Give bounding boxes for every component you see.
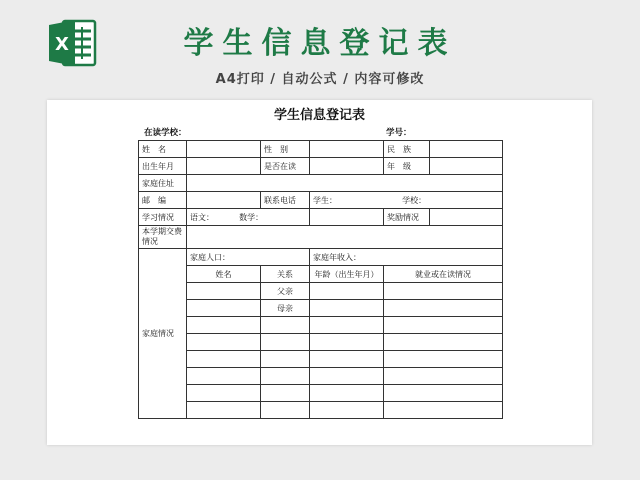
family-name-cell[interactable] [187, 385, 261, 402]
family-header-name: 姓名 [187, 266, 261, 283]
postcode-label: 邮 编 [139, 192, 187, 209]
family-row [139, 300, 503, 317]
family-relation-cell[interactable] [261, 334, 310, 351]
chinese-label: 语文： [190, 212, 214, 222]
grade-label: 年 级 [384, 158, 430, 175]
population-field[interactable] [187, 249, 310, 266]
family-header-row [139, 266, 503, 283]
phone-field[interactable] [310, 192, 503, 209]
table-row [139, 141, 503, 158]
table-row [139, 158, 503, 175]
birth-label: 出生年月 [139, 158, 187, 175]
family-age-cell[interactable] [310, 368, 384, 385]
family-row [139, 368, 503, 385]
table-row [139, 209, 503, 226]
term-spending-field[interactable] [187, 226, 503, 249]
gender-field[interactable] [310, 141, 384, 158]
form-sheet [47, 100, 592, 445]
family-age-cell[interactable] [310, 300, 384, 317]
family-header-relation: 关系 [261, 266, 310, 283]
family-relation-cell[interactable] [261, 402, 310, 419]
name-field[interactable] [187, 141, 261, 158]
name-label: 姓 名 [139, 141, 187, 158]
family-name-cell[interactable] [187, 334, 261, 351]
family-row [139, 351, 503, 368]
family-age-cell[interactable] [310, 385, 384, 402]
sheet-title: 学生信息登记表 [273, 108, 365, 123]
address-label: 家庭住址 [139, 175, 187, 192]
family-header-employment: 就业或在读情况 [384, 266, 503, 283]
family-name-cell[interactable] [187, 402, 261, 419]
student-phone-label: 学生： [313, 195, 337, 205]
grade-field[interactable] [430, 158, 503, 175]
school-phone-label: 学校： [402, 195, 427, 205]
family-row [139, 334, 503, 351]
family-relation-cell[interactable]: 父亲 [261, 283, 310, 300]
family-age-cell[interactable] [310, 283, 384, 300]
school-label: 在读学校： [144, 128, 187, 138]
ethnicity-field[interactable] [430, 141, 503, 158]
family-status-cell[interactable] [384, 368, 503, 385]
ethnicity-label: 民 族 [384, 141, 430, 158]
excel-logo-icon [47, 17, 97, 69]
family-relation-cell[interactable] [261, 351, 310, 368]
family-status-cell[interactable] [384, 351, 503, 368]
table-row [139, 249, 503, 266]
family-relation-cell[interactable] [261, 317, 310, 334]
banner-subtitle: A4打印 / 自动公式 / 内容可修改 [215, 72, 425, 87]
phone-label: 联系电话 [261, 192, 310, 209]
family-relation-cell[interactable] [261, 368, 310, 385]
family-age-cell[interactable] [310, 334, 384, 351]
table-row [139, 192, 503, 209]
family-age-cell[interactable] [310, 402, 384, 419]
population-label: 家庭人口： [190, 252, 230, 262]
study-extra-field[interactable] [310, 209, 384, 226]
family-name-cell[interactable] [187, 300, 261, 317]
family-relation-cell[interactable]: 母亲 [261, 300, 310, 317]
family-age-cell[interactable] [310, 351, 384, 368]
awards-field[interactable] [430, 209, 503, 226]
address-field[interactable] [187, 175, 503, 192]
registration-table [138, 140, 503, 419]
study-field[interactable] [187, 209, 310, 226]
banner-title: 学生信息登记表 [183, 26, 457, 61]
gender-label: 性 别 [261, 141, 310, 158]
family-name-cell[interactable] [187, 351, 261, 368]
income-label: 家庭年收入： [313, 252, 361, 262]
boarding-field[interactable] [310, 158, 384, 175]
family-label: 家庭情况 [139, 249, 187, 419]
income-field[interactable] [310, 249, 503, 266]
math-label: 数学： [239, 212, 264, 222]
family-status-cell[interactable] [384, 300, 503, 317]
birth-field[interactable] [187, 158, 261, 175]
family-name-cell[interactable] [187, 283, 261, 300]
family-header-age: 年龄（出生年月） [310, 266, 384, 283]
family-status-cell[interactable] [384, 317, 503, 334]
term-spending-label: 本学期交费情况 [139, 226, 187, 249]
family-row [139, 317, 503, 334]
family-row [139, 402, 503, 419]
family-status-cell[interactable] [384, 385, 503, 402]
student-id-label: 学号： [386, 128, 412, 138]
family-age-cell[interactable] [310, 317, 384, 334]
awards-label: 奖励情况 [384, 209, 430, 226]
family-row [139, 385, 503, 402]
family-name-cell[interactable] [187, 368, 261, 385]
family-relation-cell[interactable] [261, 385, 310, 402]
family-status-cell[interactable] [384, 334, 503, 351]
study-label: 学习情况 [139, 209, 187, 226]
svg-text:X: X [55, 34, 69, 55]
family-name-cell[interactable] [187, 317, 261, 334]
table-row [139, 226, 503, 249]
postcode-field[interactable] [187, 192, 261, 209]
family-status-cell[interactable] [384, 402, 503, 419]
table-row [139, 175, 503, 192]
family-row [139, 283, 503, 300]
family-status-cell[interactable] [384, 283, 503, 300]
boarding-label: 是否在读 [261, 158, 310, 175]
